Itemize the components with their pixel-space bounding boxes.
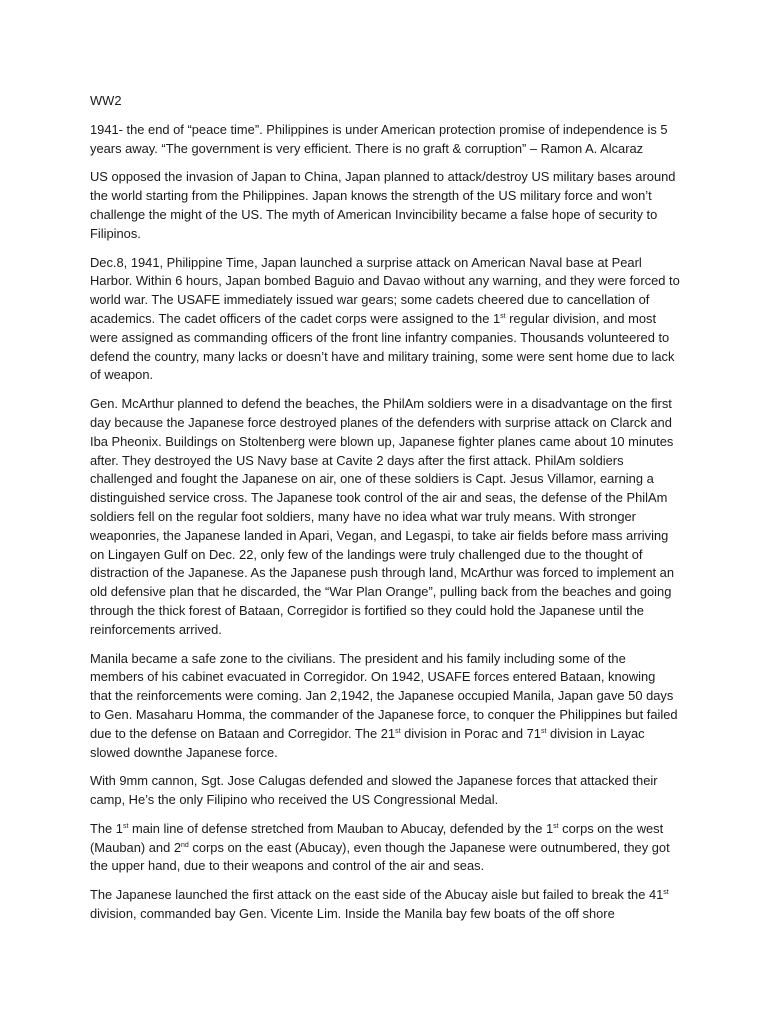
- body-paragraph: [90, 168, 680, 243]
- paragraph-text: corps on the east (Abucay), even though the Japanese were outnumbered, they got the upper hand, due to their weapons and control of the air and seas.: [90, 839, 670, 874]
- document-body: [90, 121, 680, 924]
- paragraph-text: corps on the west (Mauban) and 2: [90, 820, 664, 855]
- body-paragraph: [90, 121, 680, 159]
- ordinal-superscript: st: [395, 727, 401, 735]
- paragraph-text: With 9mm cannon, Sgt. Jose Calugas defended and slowed the Japanese forces that attacked their camp, He’s the only Filipino who received the US Congressional Medal.: [90, 773, 658, 808]
- body-paragraph: [90, 820, 680, 876]
- paragraph-text: The Japanese launched the first attack on the east side of the Abucay aisle but failed to break the 41: [90, 887, 664, 903]
- paragraph-text: Dec.8, 1941, Philippine Time, Japan launched a surprise attack on American Naval base at Pearl Harbor. Within 6 hours, Japan bombed Baguio and Davao without any warning, and they were forced to world war. The USAFE immediately issued war gears; some cadets cheered due to cancellation of academics. The cadet officers of the cadet corps were assigned to the 1: [90, 254, 680, 326]
- paragraph-text: division in Layac slowed downthe Japanese force.: [90, 725, 645, 760]
- ordinal-superscript: st: [500, 312, 506, 320]
- paragraph-text: regular division, and most were assigned as commanding officers of the front line infantry companies. Thousands volunteered to defend the country, many lacks or doesn’t have and military training, some were sent home due to lack of weapon.: [90, 310, 675, 383]
- paragraph-text: main line of defense stretched from Mauban to Abucay, defended by the 1: [128, 820, 554, 836]
- ordinal-superscript: st: [553, 822, 559, 830]
- ordinal-superscript: st: [122, 822, 129, 830]
- document-title: WW2: [90, 93, 122, 108]
- paragraph-text: 1941- the end of “peace time”. Philippines is under American protection promise of independence is 5 years away. “The government is very efficient. There is no graft & corruption” – Ramon A. Alcaraz: [90, 121, 668, 156]
- body-paragraph: [90, 254, 680, 386]
- paragraph-text: division, commanded bay Gen. Vicente Lim. Inside the Manila bay few boats of the off shore: [90, 906, 615, 922]
- document-page: [90, 92, 680, 934]
- paragraph-text: The 1: [90, 820, 123, 836]
- ordinal-superscript: nd: [181, 841, 189, 849]
- body-paragraph: [90, 395, 680, 639]
- paragraph-text: Gen. McArthur planned to defend the beaches, the PhilAm soldiers were in a disadvantage on the first day because the Japanese force destroyed planes of the defenders with surprise attack on Clarck and Iba Pheonix. Buildings on Stoltenberg were blown up, Japanese fighter planes came about 10 minutes after. They destroyed the US Navy base at Cavite 2 days after the first attack. PhilAm soldiers challenged and fought the Japanese on air, one of these soldiers is Capt. Jesus Villamor, earning a distinguished service cross. The Japanese took control of the air and seas, the defense of the PhilAm soldiers fell on the regular foot soldiers, many have no idea what war truly means. With stronger weaponries, the Japanese landed in Apari, Vegan, and Legaspi, to take air fields before mass arriving on Lingayen Gulf on Dec. 22, only few of the landings were truly challenged due to the thought of distraction of the Japanese. As the Japanese push through land, McArthur was forced to implement an old defensive plan that he discarded, the “War Plan Orange”, pulling back from the beaches and going through the thick forest of Bataan, Corregidor is fortified so they could hold the Japanese until the reinforcements arrived.: [90, 396, 674, 637]
- paragraph-text: Manila became a safe zone to the civilians. The president and his family including some of the members of his cabinet evacuated in Corregidor. On 1942, USAFE forces entered Bataan, knowing that the reinforcements were coming. Jan 2,1942, the Japanese occupied Manila, Japan gave 50 days to Gen. Masaharu Homma, the commander of the Japanese force, to conquer the Philippines but failed due to the defense on Bataan and Corregidor. The 21: [90, 650, 678, 741]
- body-paragraph: [90, 650, 680, 763]
- body-paragraph: [90, 772, 680, 810]
- paragraph-text: division in Porac and 71: [400, 725, 541, 741]
- body-paragraph: [90, 886, 680, 924]
- ordinal-superscript: st: [540, 727, 547, 735]
- ordinal-superscript: st: [663, 889, 669, 897]
- paragraph-text: US opposed the invasion of Japan to China, Japan planned to attack/destroy US military bases around the world starting from the Philippines. Japan knows the strength of the US military force and won’t challenge the might of the US. The myth of American Invincibility became a false hope of security to Filipinos.: [90, 169, 676, 241]
